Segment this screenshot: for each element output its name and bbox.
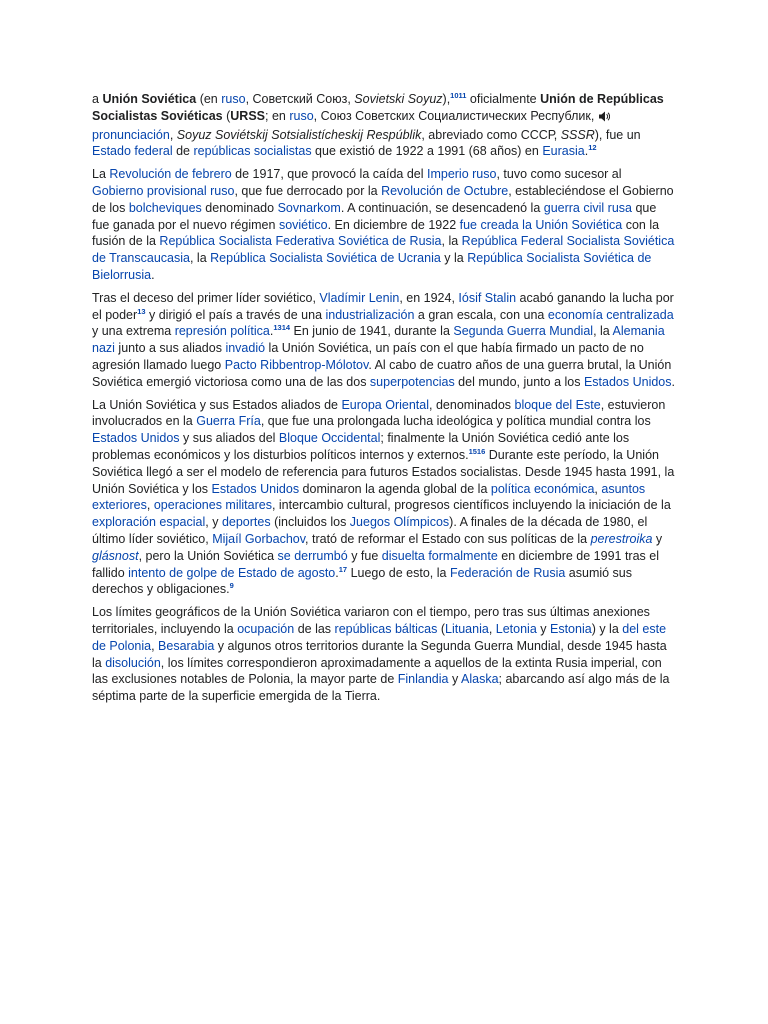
link-bloque-del-este[interactable]: bloque del Este bbox=[514, 397, 601, 412]
link-guerra-civil-rusa[interactable]: guerra civil rusa bbox=[543, 200, 632, 215]
link-segunda-guerra-mundial[interactable]: Segunda Guerra Mundial bbox=[453, 324, 594, 339]
article-body bbox=[92, 91, 676, 711]
text-run: . bbox=[151, 267, 155, 282]
link-republica-federal-socialista-sovietica-d[interactable]: República Federal Socialista Soviética de Transcaucasia bbox=[92, 234, 675, 266]
text-run: , bbox=[169, 127, 177, 142]
italic-term: Soyuz Soviétskij Sotsialistícheskij Respúblik bbox=[176, 127, 422, 142]
link-juegos-olimpicos[interactable]: Juegos Olímpicos bbox=[349, 515, 450, 530]
link-ruso[interactable]: ruso bbox=[221, 92, 246, 106]
text-run: , bbox=[146, 498, 154, 513]
link-exploracion-espacial[interactable]: exploración espacial bbox=[92, 515, 206, 530]
text-run: y dirigió el país a través de una bbox=[145, 307, 326, 322]
link-republica-socialista-sovietica-de-ucrani[interactable]: República Socialista Soviética de Ucrania bbox=[210, 251, 441, 266]
link-bloque-occidental[interactable]: Bloque Occidental bbox=[278, 431, 381, 446]
text-run: y bbox=[652, 531, 663, 546]
link-sovietico[interactable]: soviético bbox=[278, 217, 328, 232]
link-lituania[interactable]: Lituania bbox=[445, 621, 489, 636]
link-fue-creada-la-union-sovietica[interactable]: fue creada la Unión Soviética bbox=[459, 217, 623, 232]
text-run: y algunos otros territorios durante la Segunda Guerra Mundial, desde 1945 hasta la bbox=[92, 638, 667, 670]
text-run: (en bbox=[196, 92, 222, 106]
text-run: a bbox=[92, 92, 103, 106]
bold-term: Unión de Repúblicas Socialistas Soviéticas bbox=[92, 92, 664, 123]
text-run: , pero la Unión Soviética bbox=[138, 548, 278, 563]
text-run: , estuvieron involucrados en la bbox=[92, 397, 666, 429]
text-run: , denominados bbox=[429, 397, 515, 412]
link-estados-unidos[interactable]: Estados Unidos bbox=[583, 374, 672, 389]
link-economia-centralizada[interactable]: economía centralizada bbox=[547, 307, 674, 322]
article-paragraph bbox=[92, 604, 676, 705]
link-disuelta-formalmente[interactable]: disuelta formalmente bbox=[381, 548, 498, 563]
reference-marker bbox=[137, 306, 145, 315]
text-run: Luego de esto, la bbox=[347, 565, 450, 580]
link-politica-economica[interactable]: política económica bbox=[490, 481, 595, 496]
text-run: , en 1924, bbox=[399, 290, 459, 305]
text-run: La Unión Soviética y sus Estados aliados de bbox=[92, 397, 342, 412]
text-run: ; finalmente la Unión Soviética cedió ante los problemas económicos y los disturbios políticos internos y externos. bbox=[92, 431, 630, 462]
link-glasnost[interactable]: glásnost bbox=[92, 548, 139, 563]
link-europa-oriental[interactable]: Europa Oriental bbox=[341, 397, 430, 412]
text-run: , que fue derrocado por la bbox=[234, 183, 382, 198]
link-republicas-balticas[interactable]: repúblicas bálticas bbox=[334, 621, 438, 636]
link-superpotencias[interactable]: superpotencias bbox=[369, 374, 455, 389]
text-run: oficialmente bbox=[466, 92, 541, 106]
link-asuntos-exteriores[interactable]: asuntos exteriores bbox=[92, 481, 646, 513]
text-run: , tuvo como sucesor al bbox=[496, 167, 622, 182]
text-run: . Al cabo de cuatro años de una guerra brutal, la Unión Soviética emergió victoriosa como una de las dos bbox=[92, 357, 672, 389]
text-run: asumió sus derechos y obligaciones. bbox=[92, 565, 633, 597]
link-imperio-ruso[interactable]: Imperio ruso bbox=[426, 167, 497, 182]
text-run: ), bbox=[442, 92, 451, 106]
link-federacion-de-rusia[interactable]: Federación de Rusia bbox=[449, 565, 566, 580]
link-guerra-fria[interactable]: Guerra Fría bbox=[196, 414, 261, 429]
link-mijail-gorbachov[interactable]: Mijaíl Gorbachov bbox=[212, 531, 306, 546]
reference-link-1516[interactable]: 1516 bbox=[468, 446, 486, 456]
link-republica-socialista-sovietica-de-bielor[interactable]: República Socialista Soviética de Bielorrusia bbox=[92, 251, 652, 282]
link-operaciones-militares[interactable]: operaciones militares bbox=[153, 498, 272, 513]
text-run: . bbox=[335, 565, 339, 580]
text-run: En junio de 1941, durante la bbox=[290, 324, 454, 339]
text-run: , los límites correspondieron aproximadamente a aquellos de la extinta Rusia imperial, con las exclusiones notables de Polonia, la mayor parte de bbox=[92, 655, 662, 687]
link-letonia[interactable]: Letonia bbox=[495, 621, 537, 636]
text-run: La bbox=[92, 167, 110, 182]
link-invadio[interactable]: invadió bbox=[225, 341, 266, 356]
text-run: , bbox=[594, 481, 602, 496]
article-paragraph bbox=[92, 290, 676, 391]
bold-term: URSS bbox=[230, 108, 266, 123]
text-run: ; en bbox=[265, 108, 290, 123]
link-vladimir-lenin[interactable]: Vladímir Lenin bbox=[319, 290, 400, 305]
article-paragraph bbox=[92, 91, 676, 160]
reference-link-9[interactable]: 9 bbox=[229, 581, 234, 591]
italic-term: SSSR bbox=[560, 127, 595, 142]
text-run: . En diciembre de 1922 bbox=[327, 217, 460, 232]
link-deportes[interactable]: deportes bbox=[221, 515, 271, 530]
text-run: dominaron la agenda global de la bbox=[299, 481, 491, 496]
link-pacto-ribbentrop-molotov[interactable]: Pacto Ribbentrop-Mólotov bbox=[224, 357, 369, 372]
link-republicas-socialistas[interactable]: repúblicas socialistas bbox=[193, 144, 312, 159]
text-run: , trató de reformar el Estado con sus políticas de la bbox=[305, 531, 591, 546]
link-republica-socialista-federativa-sovietic[interactable]: República Socialista Federativa Soviética de Rusia bbox=[159, 234, 442, 249]
text-run: de bbox=[172, 144, 194, 159]
article-paragraph bbox=[92, 166, 676, 284]
bold-term: Unión Soviética bbox=[102, 92, 197, 106]
reference-marker bbox=[273, 323, 290, 332]
text-run: y fue bbox=[347, 548, 382, 563]
link-estados-unidos[interactable]: Estados Unidos bbox=[211, 481, 300, 496]
text-run: acabó ganando la lucha por el poder bbox=[92, 290, 674, 322]
text-run: Tras el deceso del primer líder soviético, bbox=[92, 290, 320, 305]
text-run: , abreviado como СССР, bbox=[421, 127, 561, 142]
article-paragraph bbox=[92, 397, 676, 599]
link-estonia[interactable]: Estonia bbox=[549, 621, 592, 636]
link-gobierno-provisional-ruso[interactable]: Gobierno provisional ruso bbox=[92, 183, 235, 198]
text-run: . bbox=[269, 324, 274, 339]
text-run: que existió de 1922 a 1991 (68 años) en bbox=[311, 144, 543, 159]
text-run: que fue ganada por el nuevo régimen bbox=[92, 200, 657, 232]
link-perestroika[interactable]: perestroika bbox=[590, 531, 653, 546]
text-run: junto a sus aliados bbox=[114, 341, 226, 356]
link-estados-unidos[interactable]: Estados Unidos bbox=[92, 431, 180, 446]
text-run: , bbox=[151, 638, 159, 653]
link-disolucion[interactable]: disolución bbox=[105, 655, 161, 670]
reference-link-1314[interactable]: 1314 bbox=[273, 323, 291, 333]
text-run: ; abarcando así algo más de la séptima parte de la superficie emergida de la Tierra. bbox=[92, 672, 670, 704]
speaker-icon[interactable] bbox=[598, 110, 610, 127]
link-eurasia[interactable]: Eurasia bbox=[542, 144, 585, 159]
text-run: con la fusión de la bbox=[92, 217, 660, 249]
reference-marker bbox=[450, 91, 466, 100]
link-industrializacion[interactable]: industrialización bbox=[325, 307, 415, 322]
text-run: y sus aliados del bbox=[179, 431, 279, 446]
text-run: ( bbox=[437, 621, 446, 636]
text-run: a gran escala, con una bbox=[414, 307, 548, 322]
text-run: . bbox=[671, 374, 675, 389]
text-run: , la bbox=[593, 324, 613, 339]
text-run: y bbox=[536, 621, 550, 636]
link-ruso[interactable]: ruso bbox=[289, 108, 314, 123]
reference-marker bbox=[339, 564, 347, 573]
text-run: , la bbox=[189, 251, 211, 266]
text-run: Los límites geográficos de la Unión Soviética variaron con el tiempo, pero tras sus últimas anexiones territoriales, incluyendo la bbox=[92, 605, 650, 636]
link-pronunciacion[interactable]: pronunciación bbox=[92, 127, 170, 142]
text-run: , Советский Союз, bbox=[245, 92, 355, 106]
text-run: del mundo, junto a los bbox=[454, 374, 584, 389]
text-run: ). A finales de la década de 1980, el último líder soviético, bbox=[92, 515, 648, 546]
text-run: ) y la bbox=[591, 621, 623, 636]
link-finlandia[interactable]: Finlandia bbox=[397, 672, 449, 687]
link-ocupacion[interactable]: ocupación bbox=[237, 621, 295, 636]
reference-link-13[interactable]: 13 bbox=[137, 306, 146, 316]
link-represion-politica[interactable]: represión política bbox=[174, 324, 270, 339]
link-revolucion-de-febrero[interactable]: Revolución de febrero bbox=[109, 167, 232, 182]
text-run: de 1917, que provocó la caída del bbox=[231, 167, 427, 182]
text-run: , y bbox=[205, 515, 222, 530]
reference-link-1011[interactable]: 1011 bbox=[450, 90, 467, 100]
text-run: . bbox=[584, 144, 589, 159]
text-run: , que fue una prolongada lucha ideológica y política mundial contra los bbox=[260, 414, 651, 429]
reference-link-12[interactable]: 12 bbox=[588, 143, 597, 153]
text-run: ( bbox=[222, 108, 231, 123]
text-run: y una extrema bbox=[92, 324, 175, 339]
text-run: y bbox=[448, 672, 461, 687]
link-se-derrumbo[interactable]: se derrumbó bbox=[277, 548, 348, 563]
link-estado-federal[interactable]: Estado federal bbox=[92, 144, 173, 159]
link-intento-de-golpe-de-estado-de-agosto[interactable]: intento de golpe de Estado de agosto bbox=[128, 565, 336, 580]
link-bolcheviques[interactable]: bolcheviques bbox=[128, 200, 202, 215]
reference-link-17[interactable]: 17 bbox=[338, 564, 348, 574]
link-sovnarkom[interactable]: Sovnarkom bbox=[277, 200, 341, 215]
link-besarabia[interactable]: Besarabia bbox=[158, 638, 215, 653]
text-run: . A continuación, se desencadenó la bbox=[340, 200, 544, 215]
link-alemania-nazi[interactable]: Alemania nazi bbox=[92, 324, 665, 356]
text-run: (incluidos los bbox=[270, 515, 350, 530]
reference-marker bbox=[469, 447, 486, 456]
text-run: y la bbox=[440, 251, 468, 266]
text-run: de las bbox=[294, 621, 335, 636]
text-run: , intercambio cultural, progresos científicos incluyendo la iniciación de la bbox=[271, 498, 671, 513]
text-run: , bbox=[488, 621, 496, 636]
text-run: denominado bbox=[201, 200, 278, 215]
text-run: Durante este período, la Unión Soviética llegó a ser el modelo de referencia para futuros Estados socialistas. Desde 1945 hasta 1991, la Unión Soviética y los bbox=[92, 447, 675, 496]
text-run: , estableciéndose el Gobierno de los bbox=[92, 183, 674, 215]
text-run: en diciembre de 1991 tras el fallido bbox=[92, 548, 660, 580]
text-run: , Союз Советских Социалистических Республик, bbox=[313, 108, 598, 123]
text-run: ), fue un bbox=[594, 127, 641, 142]
reference-marker bbox=[588, 143, 596, 152]
reference-marker bbox=[230, 581, 234, 590]
link-revolucion-de-octubre[interactable]: Revolución de Octubre bbox=[381, 183, 509, 198]
link-del-este-de-polonia[interactable]: del este de Polonia bbox=[92, 621, 667, 653]
link-alaska[interactable]: Alaska bbox=[461, 672, 499, 687]
text-run: la Unión Soviética, un país con el que había firmado un pacto de no agresión llamado luego bbox=[92, 341, 644, 372]
italic-term: Sovietski Soyuz bbox=[354, 92, 443, 106]
link-iosif-stalin[interactable]: Iósif Stalin bbox=[458, 290, 517, 305]
text-run: , la bbox=[441, 234, 462, 249]
